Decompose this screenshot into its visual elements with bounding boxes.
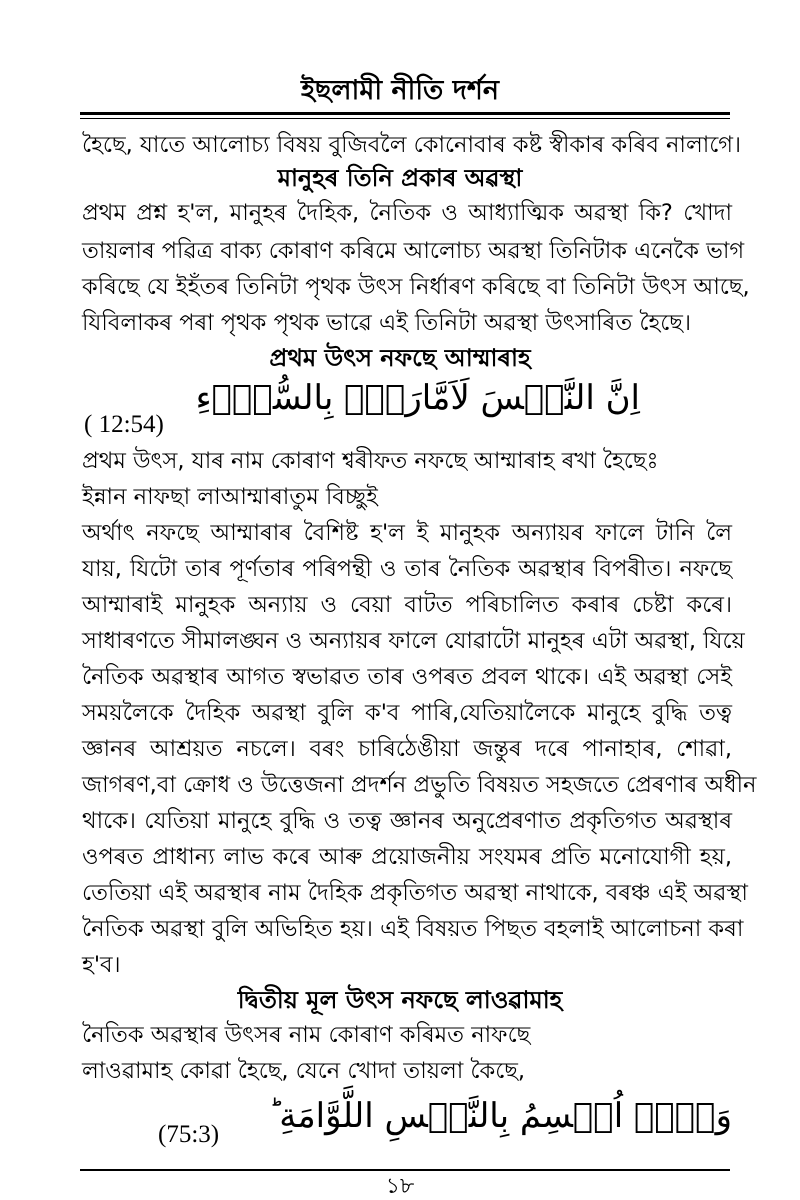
text-line: ওপৰত প্ৰাধান্য লাভ কৰে আৰু প্ৰয়োজনীয় সংযমৰ প্ৰতি মনোযোগী হয়,	[82, 844, 732, 870]
text-line: অৰ্থাৎ নফছে আম্মাৰাৰ বৈশিষ্ট হ'ল ই মানুহক অন্যায়ৰ ফালে টানি লৈ	[82, 520, 732, 546]
text-line: হ'ব।	[82, 952, 121, 978]
text-line: সাধাৰণতে সীমালঙ্ঘন ও অন্যায়ৰ ফালে যোৱাটো মানুহৰ এটা অৱস্থা, যিয়ে	[82, 628, 745, 654]
text-line: নৈতিক অৱস্থাৰ উৎসৰ নাম কোৰাণ কৰিমত নাফছে	[82, 1022, 531, 1048]
text-line: নৈতিক অৱস্থাৰ আগত স্বভাৱত তাৰ ওপৰত প্ৰবল থাকে। এই অৱস্থা সেই	[82, 664, 732, 690]
text-line: জ্ঞানৰ আশ্ৰয়ত নচলে। বৰং চাৰিঠেঙীয়া জন্তুৰ দৰে পানাহাৰ, শোৱা,	[82, 736, 732, 762]
text-line: জাগৰণ,বা ক্ৰোধ ও উত্তেজনা প্ৰদৰ্শন প্ৰভুতি বিষয়ত সহজতে প্ৰেৰণাৰ অধীন	[82, 772, 757, 798]
text-line: কৰিছে যে ইহঁতৰ তিনিটা পৃথক উৎস নিৰ্ধাৰণ কৰিছে বা তিনিটা উৎস আছে,	[82, 274, 750, 300]
text-line: আম্মাৰাই মানুহক অন্যায় ও বেয়া বাটত পৰিচালিত কৰাৰ চেষ্টা কৰে।	[82, 592, 732, 618]
text-line: যিবিলাকৰ পৰা পৃথক পৃথক ভাৱে এই তিনিটা অৱস্থা উৎসাৰিত হৈছে।	[82, 310, 691, 336]
page-number: ১৮	[385, 1174, 415, 1199]
text-line: লাওৱামাহ কোৱা হৈছে, যেনে খোদা তায়লা কৈছে,	[82, 1058, 526, 1084]
text-line: তেতিয়া এই অৱস্থাৰ নাম দৈহিক প্ৰকৃতিগত অৱস্থা নাথাকে, বৰঞ্চ এই অৱস্থা	[82, 880, 748, 906]
arabic-verse: وَلَاۤ اُقۡسِمُ بِالنَّفۡسِ اللَّوَّامَةِ ؕ	[268, 1096, 732, 1136]
text-line: যায়, যিটো তাৰ পূৰ্ণতাৰ পৰিপন্থী ও তাৰ নৈতিক অৱস্থাৰ বিপৰীত। নফছে	[82, 556, 732, 582]
text-line: সময়লৈকে দৈহিক অৱস্থা বুলি ক'ব পাৰি,যেতিয়ালৈকে মানুহে বুদ্ধি তত্ব	[82, 700, 732, 726]
section-heading: দ্বিতীয় মূল উৎস নফছে লাওৱামাহ	[237, 986, 563, 1014]
arabic-verse: اِنَّ النَّفۡسَ لَاَمَّارَةٌۢ بِالسُّوۡٓءِ	[195, 378, 640, 418]
header-rule-thick	[80, 112, 730, 115]
text-line: তায়লাৰ পৱিত্ৰ বাক্য কোৰাণ কৰিমে আলোচ্য অৱস্থা তিনিটাক এনেকৈ ভাগ	[82, 238, 745, 264]
text-line: থাকে। যেতিয়া মানুহে বুদ্ধি ও তত্ব জ্ঞানৰ অনুপ্ৰেৰণাত প্ৰকৃতিগত অৱস্থাৰ	[82, 808, 732, 834]
text-line: নৈতিক অৱস্থা বুলি অভিহিত হয়। এই বিষয়ত পিছত বহলাই আলোচনা কৰা	[82, 916, 744, 942]
text-line: প্ৰথম উৎস, যাৰ নাম কোৰাণ শ্বৰীফত নফছে আম্মাৰাহ ৰখা হৈছেঃ	[82, 448, 659, 474]
section-heading: প্ৰথম উৎস নফছে আম্মাৰাহ	[269, 344, 531, 372]
running-header-title: ইছলামী নীতি দর্শন	[301, 75, 499, 106]
text-line: হৈছে, যাতে আলোচ্য বিষয় বুজিবলৈ কোনোবাৰ কষ্ট স্বীকাৰ কৰিব নালাগে।	[82, 132, 742, 158]
header-rule-thin	[80, 118, 730, 119]
verse-reference: (75:3)	[158, 1121, 220, 1148]
footer-rule	[80, 1169, 730, 1171]
section-heading: মানুহৰ তিনি প্ৰকাৰ অৱস্থা	[277, 164, 523, 192]
text-line: ইন্নান নাফছা লাআম্মাৰাতুম বিচ্ছুই	[82, 484, 378, 510]
verse-reference: ( 12:54)	[84, 411, 164, 438]
text-line: প্ৰথম প্ৰশ্ন হ'ল, মানুহৰ দৈহিক, নৈতিক ও আধ্যাত্মিক অৱস্থা কি? খোদা	[82, 200, 732, 226]
